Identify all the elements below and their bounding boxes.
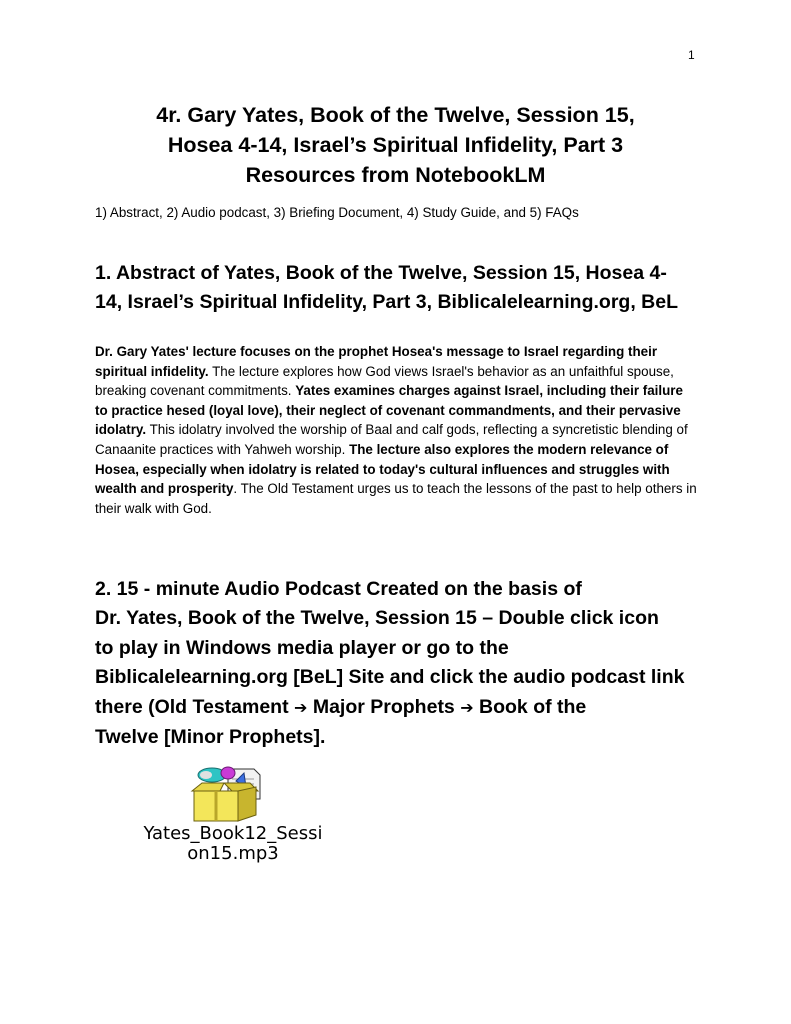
media-label-line-2: on15.mp3 xyxy=(187,843,279,864)
abstract-text-1: The lecture explores how God views Israel's behavior as an unfaithful spouse, breaking covenant commitments. xyxy=(95,363,674,399)
line-5-part-c: Book of the xyxy=(473,695,587,718)
section-1-heading xyxy=(95,259,705,317)
abstract-text-3: . The Old Testament urges us to teach the lessons of the past to help others in their walk with God. xyxy=(95,481,697,516)
media-file-label[interactable] xyxy=(88,824,378,864)
section-2-line-6: Twelve [Minor Prophets]. xyxy=(95,726,326,749)
media-label-line-1: Yates_Book12_Sessi xyxy=(143,823,323,844)
section-2-line-4: Biblicalelearning.org [BeL] Site and click the audio podcast link xyxy=(95,666,685,689)
section-2-line-3: to play in Windows media player or go to the xyxy=(95,636,509,659)
abstract-bold-3: The lecture also explores the modern relevance of Hosea, especially when idolatry is related to today's cultural influences and struggles with wealth and prosperity xyxy=(95,441,670,497)
title-line-1: 4r. Gary Yates, Book of the Twelve, Session 15, xyxy=(156,103,635,127)
abstract-paragraph xyxy=(95,342,699,518)
section-2-line-5 xyxy=(95,693,707,723)
line-5-part-a: there (Old Testament xyxy=(95,695,295,718)
section-2-line-2: Dr. Yates, Book of the Twelve, Session 15 – Double click icon xyxy=(95,607,659,630)
section-2-heading xyxy=(95,575,707,752)
document-title xyxy=(0,100,791,190)
page-number: 1 xyxy=(688,48,695,62)
section-1-heading-line-1: 1. Abstract of Yates, Book of the Twelve, Session 15, Hosea 4- xyxy=(95,262,667,284)
resource-list: 1) Abstract, 2) Audio podcast, 3) Briefing Document, 4) Study Guide, and 5) FAQs xyxy=(95,205,579,220)
arrow-icon: ➔ xyxy=(294,699,308,717)
media-package-icon[interactable] xyxy=(180,765,270,823)
abstract-bold-2: Yates examines charges against Israel, including their failure to practice hesed (loyal love), their neglect of covenant commandments, and their pervasive idolatry. xyxy=(95,383,683,438)
section-1-heading-line-2: 14, Israel’s Spiritual Infidelity, Part 3, Biblicalelearning.org, BeL xyxy=(95,291,679,313)
section-2-line-1: 2. 15 - minute Audio Podcast Created on the basis of xyxy=(95,578,582,600)
title-line-3: Resources from NotebookLM xyxy=(245,163,546,187)
abstract-bold-1: Dr. Gary Yates' lecture focuses on the prophet Hosea's message to Israel regarding their spiritual infidelity. xyxy=(95,344,658,379)
arrow-icon: ➔ xyxy=(460,699,474,717)
line-5-part-b: Major Prophets xyxy=(307,695,461,718)
title-line-2: Hosea 4-14, Israel’s Spiritual Infidelity, Part 3 xyxy=(167,133,624,157)
abstract-text-2: This idolatry involved the worship of Baal and calf gods, reflecting a syncretistic blending of Canaanite practices with Yahweh worship. xyxy=(95,422,688,457)
